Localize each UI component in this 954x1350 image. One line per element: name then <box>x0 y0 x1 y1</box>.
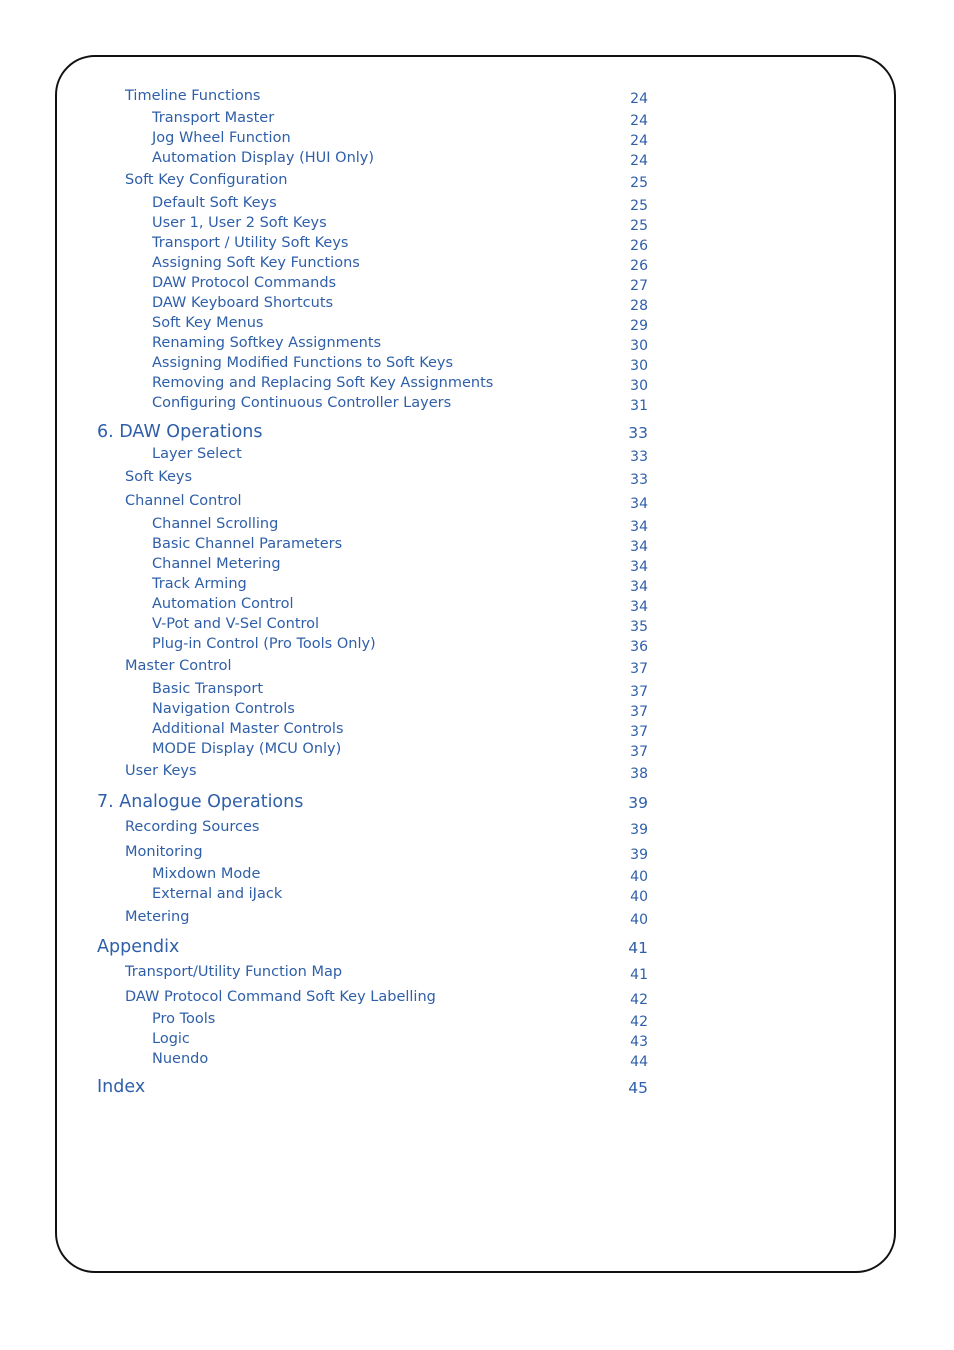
toc-entry-page-number: 35 <box>630 619 648 635</box>
toc-entry-title: Recording Sources <box>125 819 260 835</box>
toc-entry-title: Nuendo <box>152 1051 209 1067</box>
toc-section-entry[interactable] <box>0 469 648 491</box>
toc-entry-title: Additional Master Controls <box>152 721 344 737</box>
toc-chapter-entry[interactable] <box>0 1077 648 1099</box>
toc-subsection-entry[interactable] <box>0 395 648 417</box>
toc-entry-page-number: 26 <box>630 258 648 274</box>
toc-entry-title: User 1, User 2 Soft Keys <box>152 215 327 231</box>
toc-entry-title: Channel Metering <box>152 556 281 572</box>
toc-entry-title: Assigning Soft Key Functions <box>152 255 360 271</box>
toc-entry-title: DAW Keyboard Shortcuts <box>152 295 334 311</box>
toc-entry-title: Automation Control <box>152 596 294 612</box>
toc-chapter-entry[interactable] <box>0 422 648 444</box>
toc-subsection-entry[interactable] <box>0 130 648 152</box>
toc-entry-page-number: 29 <box>630 318 648 334</box>
toc-entry-title: Index <box>97 1077 146 1097</box>
toc-entry-title: Navigation Controls <box>152 701 295 717</box>
toc-entry-title: MODE Display (MCU Only) <box>152 741 342 757</box>
toc-entry-page-number: 33 <box>630 472 648 488</box>
toc-entry-title: Channel Control <box>125 493 242 509</box>
toc-subsection-entry[interactable] <box>0 636 648 658</box>
toc-entry-page-number: 40 <box>630 889 648 905</box>
toc-subsection-entry[interactable] <box>0 681 648 703</box>
toc-entry-title: V-Pot and V-Sel Control <box>152 616 320 632</box>
toc-subsection-entry[interactable] <box>0 110 648 132</box>
toc-entry-title: Transport Master <box>152 110 275 126</box>
toc-entry-page-number: 37 <box>630 744 648 760</box>
toc-section-entry[interactable] <box>0 964 648 986</box>
toc-entry-title: Renaming Softkey Assignments <box>152 335 382 351</box>
toc-entry-title: 6. DAW Operations <box>97 422 263 442</box>
toc-entry-page-number: 41 <box>630 967 648 983</box>
toc-entry-page-number: 41 <box>628 939 648 957</box>
toc-subsection-entry[interactable] <box>0 596 648 618</box>
toc-subsection-entry[interactable] <box>0 741 648 763</box>
toc-chapter-entry[interactable] <box>0 792 648 814</box>
toc-subsection-entry[interactable] <box>0 576 648 598</box>
toc-section-entry[interactable] <box>0 493 648 515</box>
toc-entry-page-number: 42 <box>630 1014 648 1030</box>
toc-entry-page-number: 43 <box>630 1034 648 1050</box>
toc-section-entry[interactable] <box>0 989 648 1011</box>
toc-subsection-entry[interactable] <box>0 315 648 337</box>
toc-entry-page-number: 25 <box>630 198 648 214</box>
toc-subsection-entry[interactable] <box>0 886 648 908</box>
toc-entry-title: Configuring Continuous Controller Layers <box>152 395 452 411</box>
toc-entry-page-number: 34 <box>630 519 648 535</box>
toc-entry-page-number: 34 <box>630 539 648 555</box>
toc-entry-page-number: 37 <box>630 684 648 700</box>
toc-entry-title: 7. Analogue Operations <box>97 792 304 812</box>
toc-subsection-entry[interactable] <box>0 446 648 468</box>
toc-entry-title: Transport / Utility Soft Keys <box>152 235 349 251</box>
toc-entry-title: Track Arming <box>152 576 247 592</box>
toc-entry-page-number: 39 <box>630 822 648 838</box>
toc-entry-page-number: 25 <box>630 175 648 191</box>
toc-entry-title: Basic Transport <box>152 681 264 697</box>
toc-entry-title: Timeline Functions <box>125 88 261 104</box>
toc-entry-page-number: 39 <box>628 794 648 812</box>
toc-entry-page-number: 40 <box>630 912 648 928</box>
toc-entry-page-number: 24 <box>630 153 648 169</box>
toc-entry-page-number: 38 <box>630 766 648 782</box>
toc-subsection-entry[interactable] <box>0 701 648 723</box>
toc-entry-page-number: 27 <box>630 278 648 294</box>
toc-subsection-entry[interactable] <box>0 1031 648 1053</box>
toc-entry-title: Automation Display (HUI Only) <box>152 150 375 166</box>
toc-entry-title: User Keys <box>125 763 197 779</box>
toc-entry-page-number: 26 <box>630 238 648 254</box>
toc-subsection-entry[interactable] <box>0 536 648 558</box>
toc-section-entry[interactable] <box>0 819 648 841</box>
toc-subsection-entry[interactable] <box>0 1051 648 1073</box>
toc-section-entry[interactable] <box>0 658 648 680</box>
toc-entry-page-number: 24 <box>630 133 648 149</box>
toc-entry-title: Default Soft Keys <box>152 195 277 211</box>
toc-subsection-entry[interactable] <box>0 1011 648 1033</box>
toc-entry-page-number: 40 <box>630 869 648 885</box>
toc-chapter-entry[interactable] <box>0 937 648 959</box>
toc-entry-title: Metering <box>125 909 190 925</box>
toc-entry-page-number: 34 <box>630 559 648 575</box>
toc-section-entry[interactable] <box>0 763 648 785</box>
toc-entry-page-number: 24 <box>630 113 648 129</box>
toc-entry-page-number: 25 <box>630 218 648 234</box>
toc-subsection-entry[interactable] <box>0 355 648 377</box>
toc-subsection-entry[interactable] <box>0 616 648 638</box>
toc-subsection-entry[interactable] <box>0 195 648 217</box>
toc-entry-page-number: 36 <box>630 639 648 655</box>
toc-entry-title: Layer Select <box>152 446 242 462</box>
toc-subsection-entry[interactable] <box>0 335 648 357</box>
toc-entry-page-number: 37 <box>630 661 648 677</box>
toc-entry-page-number: 34 <box>630 496 648 512</box>
toc-entry-title: Basic Channel Parameters <box>152 536 343 552</box>
toc-subsection-entry[interactable] <box>0 215 648 237</box>
toc-entry-page-number: 42 <box>630 992 648 1008</box>
toc-entry-title: Master Control <box>125 658 232 674</box>
toc-entry-page-number: 45 <box>628 1079 648 1097</box>
toc-entry-title: Logic <box>152 1031 190 1047</box>
toc-entry-page-number: 34 <box>630 599 648 615</box>
toc-entry-page-number: 44 <box>630 1054 648 1070</box>
toc-section-entry[interactable] <box>0 844 648 866</box>
toc-entry-page-number: 30 <box>630 338 648 354</box>
toc-entry-title: Soft Keys <box>125 469 193 485</box>
toc-subsection-entry[interactable] <box>0 295 648 317</box>
toc-section-entry[interactable] <box>0 88 648 110</box>
toc-subsection-entry[interactable] <box>0 375 648 397</box>
toc-section-entry[interactable] <box>0 909 648 931</box>
toc-entry-page-number: 34 <box>630 579 648 595</box>
toc-entry-title: Soft Key Menus <box>152 315 264 331</box>
toc-subsection-entry[interactable] <box>0 516 648 538</box>
toc-entry-title: Soft Key Configuration <box>125 172 288 188</box>
toc-subsection-entry[interactable] <box>0 866 648 888</box>
toc-entry-page-number: 33 <box>630 449 648 465</box>
toc-entry-title: Pro Tools <box>152 1011 216 1027</box>
toc-section-entry[interactable] <box>0 172 648 194</box>
toc-entry-page-number: 37 <box>630 704 648 720</box>
toc-entry-page-number: 28 <box>630 298 648 314</box>
toc-entry-title: Removing and Replacing Soft Key Assignments <box>152 375 494 391</box>
toc-subsection-entry[interactable] <box>0 235 648 257</box>
toc-subsection-entry[interactable] <box>0 255 648 277</box>
toc-entry-title: DAW Protocol Commands <box>152 275 337 291</box>
toc-subsection-entry[interactable] <box>0 721 648 743</box>
toc-entry-title: Mixdown Mode <box>152 866 261 882</box>
toc-entry-title: Transport/Utility Function Map <box>125 964 343 980</box>
toc-entry-title: Monitoring <box>125 844 203 860</box>
toc-entry-page-number: 31 <box>630 398 648 414</box>
toc-entry-title: Assigning Modified Functions to Soft Keys <box>152 355 454 371</box>
toc-entry-title: Channel Scrolling <box>152 516 279 532</box>
toc-entry-title: Jog Wheel Function <box>152 130 291 146</box>
toc-entry-title: DAW Protocol Command Soft Key Labelling <box>125 989 436 1005</box>
toc-subsection-entry[interactable] <box>0 556 648 578</box>
toc-entry-page-number: 37 <box>630 724 648 740</box>
toc-entry-page-number: 33 <box>628 424 648 442</box>
toc-entry-title: External and iJack <box>152 886 283 902</box>
toc-entry-page-number: 39 <box>630 847 648 863</box>
toc-entry-page-number: 24 <box>630 91 648 107</box>
toc-subsection-entry[interactable] <box>0 150 648 172</box>
toc-entry-title: Plug-in Control (Pro Tools Only) <box>152 636 376 652</box>
toc-entry-page-number: 30 <box>630 358 648 374</box>
toc-subsection-entry[interactable] <box>0 275 648 297</box>
toc-entry-title: Appendix <box>97 937 180 957</box>
toc-entry-page-number: 30 <box>630 378 648 394</box>
